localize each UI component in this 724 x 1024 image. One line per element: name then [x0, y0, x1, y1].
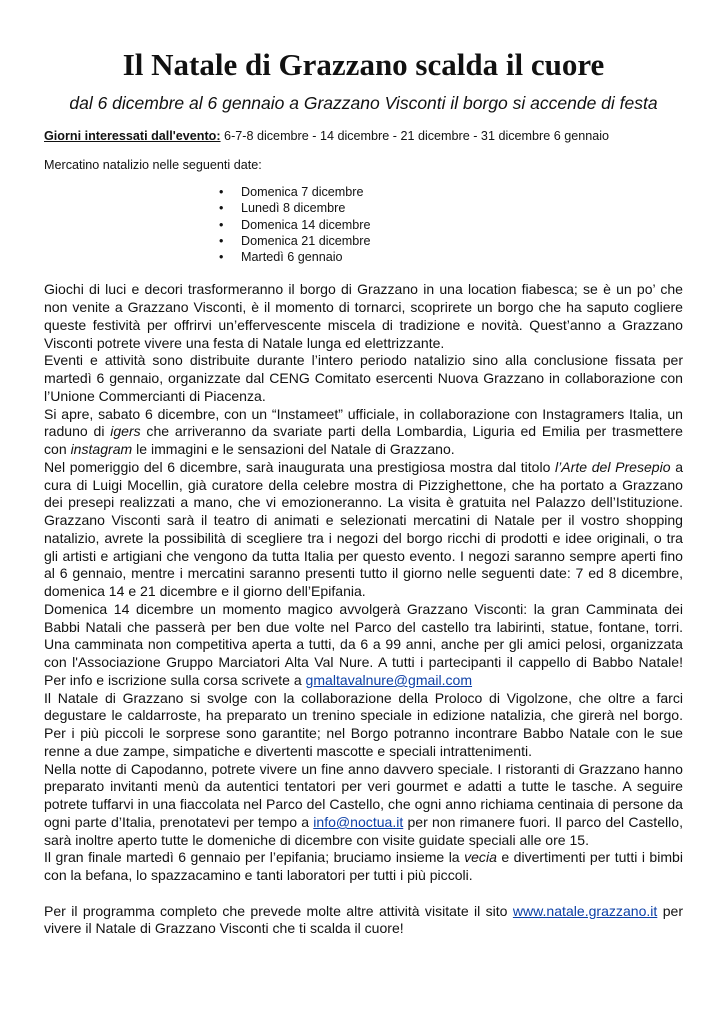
paragraph-epifania: Il gran finale martedì 6 gennaio per l’epifania; bruciamo insieme la vecia e divertimenti per tutti i bimbi con la befana, lo spazzacamino e tanti laboratori per tutti i più piccoli. [44, 849, 683, 884]
event-days-line [44, 128, 683, 144]
paragraph-events: Eventi e attività sono distribuite durante l’intero periodo natalizio sino alla conclusione fissata per martedì 6 gennaio, organizzate dal CENG Comitato esercenti Nuova Grazzano in collaborazione con l’Unione Commercianti di Piacenza. [44, 352, 683, 404]
paragraph-capodanno: Nella notte di Capodanno, potrete vivere un fine anno davvero speciale. I ristoranti di Grazzano hanno preparato invitanti menù da autentici tentatori per veri gourmet e adatti a tutte le tasche. A seguire potrete tuffarvi in una fiaccolata nel Parco del Castello, che ogni anno richiama centinaia di persone da ogni parte d’Italia, prenotatevi per tempo a info@noctua.it per non rimanere fuori. Il parco del Castello, sarà inoltre aperto tutte le domeniche di dicembre con visite guidate speciali alle ore 15. [44, 760, 683, 848]
bullet-icon: • [219, 233, 224, 248]
page-title: Il Natale di Grazzano scalda il cuore [122, 47, 605, 82]
event-days-label: Giorni interessati dall'evento: [44, 129, 221, 143]
paragraph-instameet: Si apre, sabato 6 dicembre, con un “Instameet” ufficiale, in collaborazione con Instagramers Italia, un raduno di igers che arriveranno da svariate parti della Lombardia, Liguria ed Emilia per trasmettere con instagram le immagini e le sensazioni del Natale di Grazzano. [44, 405, 683, 458]
list-item: • Domenica 7 dicembre [219, 185, 364, 199]
paragraph-lights: Giochi di luci e decori trasformeranno il borgo di Grazzano in una location fiabesca; se è un po’ che non venite a Grazzano Visconti, è il momento di tornarci, scoprirete un borgo che ha saputo cogliere queste festività per offrirvi un’effervescente miscela di tradizione e novità. Quest’anno a Grazzano Visconti potrete vivere una festa di Natale lunga ed elettrizzante. [44, 281, 683, 351]
list-item: • Domenica 14 dicembre [219, 217, 371, 232]
paragraph-programma: Per il programma completo che prevede molte altre attività visitate il sito www.natale.grazzano.it per vivere il Natale di Grazzano Visconti che ti scalda il cuore! [44, 902, 684, 937]
page-subtitle: dal 6 dicembre al 6 gennaio a Grazzano Visconti il borgo si accende di festa [69, 93, 658, 113]
email-link-noctua[interactable]: info@noctua.it [313, 813, 404, 830]
bullet-icon: • [219, 217, 224, 232]
market-dates-list [44, 184, 683, 265]
article-body [44, 281, 683, 938]
bullet-icon: • [219, 185, 224, 199]
bullet-icon: • [219, 250, 224, 265]
paragraph-camminata: Domenica 14 dicembre un momento magico avvolgerà Grazzano Visconti: la gran Camminata dei Babbi Natali che passerà per ben due volte nel Parco del castello tra labirinti, statue, fontane, torri. Una camminata non competitiva aperta a tutti, da 6 a 99 anni, anche per gli amici pelosi, organizzata con l'Associazione Gruppo Marciatori Alta Val Nure. A tutti i partecipanti il cappello di Babbo Natale! Per info e iscrizione sulla corsa scrivete a gmaltavalnure@gmail.com [44, 600, 683, 688]
list-item: • Lunedì 8 dicembre [219, 201, 346, 216]
bullet-icon: • [219, 201, 224, 216]
event-days-value: 6-7-8 dicembre - 14 dicembre - 21 dicembre - 31 dicembre 6 gennaio [220, 129, 610, 143]
list-item: • Martedì 6 gennaio [219, 250, 343, 265]
website-link[interactable]: www.natale.grazzano.it [512, 902, 658, 919]
paragraph-proloco: Il Natale di Grazzano si svolge con la collaborazione della Proloco di Vigolzone, che oltre a farci degustare le caldarroste, ha preparato un trenino speciale in edizione natalizia, che girerà nel borgo. Per i più piccoli le sorprese sono garantite; nel Borgo potranno incontrare Babbo Natale con le sue renne a due zampe, simpatiche e divertenti mascotte e speciali intrattenimenti. [44, 689, 683, 759]
email-link-gmaltavalnure[interactable]: gmaltavalnure@gmail.com [305, 671, 473, 688]
market-intro: Mercatino natalizio nelle seguenti date: [44, 158, 262, 172]
list-item: • Domenica 21 dicembre [219, 233, 371, 248]
paragraph-presepio: Nel pomeriggio del 6 dicembre, sarà inaugurata una prestigiosa mostra dal titolo l’Arte del Presepio a cura di Luigi Mocellin, già curatore della celebre mostra di Pizzighettone, che ha portato a Grazzano dei presepi realizzati a mano, che vi emozioneranno. La visita è gratuita nel Palazzo dell’Istituzione. Grazzano Visconti sarà il teatro di animati e selezionati mercatini di Natale per il vostro shopping natalizio, avrete la possibilità di scegliere tra i negozi del borgo ricchi di prodotti e idee originali, o tra gli artisti e artigiani che vengono da tutta Italia per questo evento. I negozi saranno sempre aperti fino al 6 gennaio, mentre i mercatini saranno presenti tutto il giorno nelle seguenti date: 7 ed 8 dicembre, domenica 14 e 21 dicembre e il giorno dell’Epifania. [44, 458, 684, 600]
